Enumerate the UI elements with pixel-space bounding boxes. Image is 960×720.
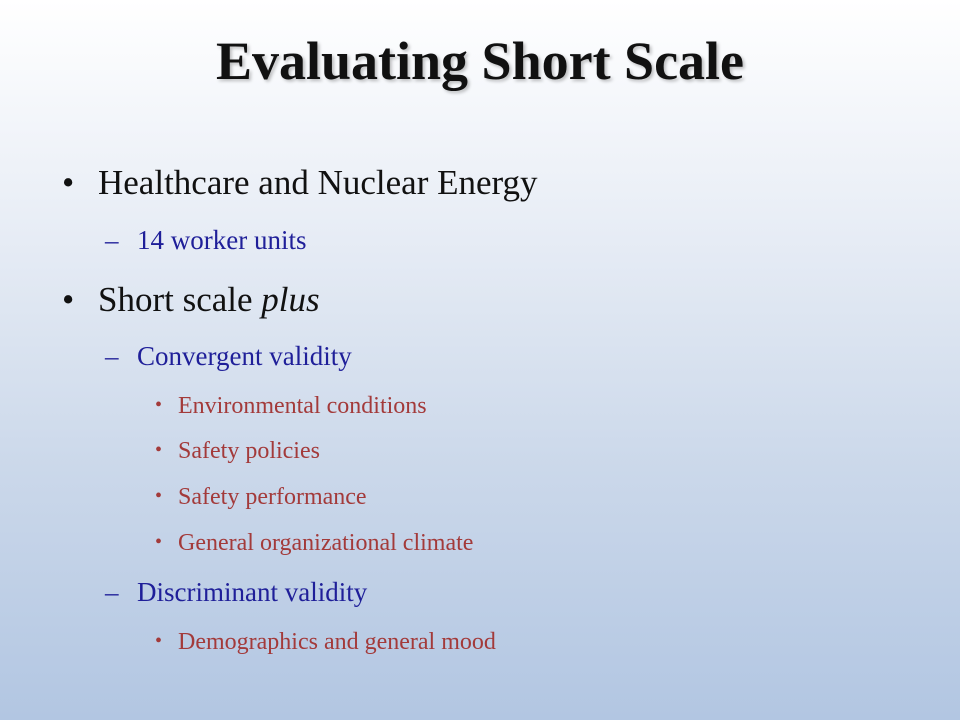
subsubbullet-text: Safety performance [178, 484, 367, 510]
slide-title: Evaluating Short Scale [215, 31, 745, 91]
bullet-icon: • [62, 280, 75, 319]
dash-icon: – [105, 225, 119, 255]
dash-icon: – [105, 577, 119, 607]
subsubbullet-text: Safety policies [178, 438, 320, 464]
subbullet-text: 14 worker units [137, 225, 307, 255]
subsubbullet-environmental-conditions [155, 393, 427, 420]
bullet-healthcare-nuclear [62, 163, 538, 203]
bullet-text: Healthcare and Nuclear Energy [98, 163, 538, 202]
bullet-short-scale-plus [62, 280, 320, 320]
bullet-icon: • [155, 439, 163, 461]
subbullet-text: Discriminant validity [137, 577, 368, 607]
subbullet-convergent-validity [105, 341, 352, 372]
bullet-emphasis: plus [261, 280, 320, 319]
bullet-icon: • [62, 163, 75, 202]
bullet-icon: • [155, 394, 163, 416]
subsubbullet-text: Environmental conditions [178, 393, 427, 419]
bullet-icon: • [155, 485, 163, 507]
subbullet-worker-units [105, 225, 306, 256]
subsubbullet-text: Demographics and general mood [178, 629, 496, 655]
bullet-icon: • [155, 630, 163, 652]
subsubbullet-demographics-general-mood [155, 629, 496, 656]
subbullet-text: Convergent validity [137, 341, 352, 371]
bullet-icon: • [155, 531, 163, 553]
subsubbullet-safety-performance [155, 484, 367, 511]
dash-icon: – [105, 341, 119, 371]
subsubbullet-text: General organizational climate [178, 530, 474, 556]
bullet-text: Short scale [98, 280, 262, 319]
subsubbullet-safety-policies [155, 438, 320, 465]
subbullet-discriminant-validity [105, 577, 367, 608]
subsubbullet-general-organizational-climate [155, 530, 473, 557]
